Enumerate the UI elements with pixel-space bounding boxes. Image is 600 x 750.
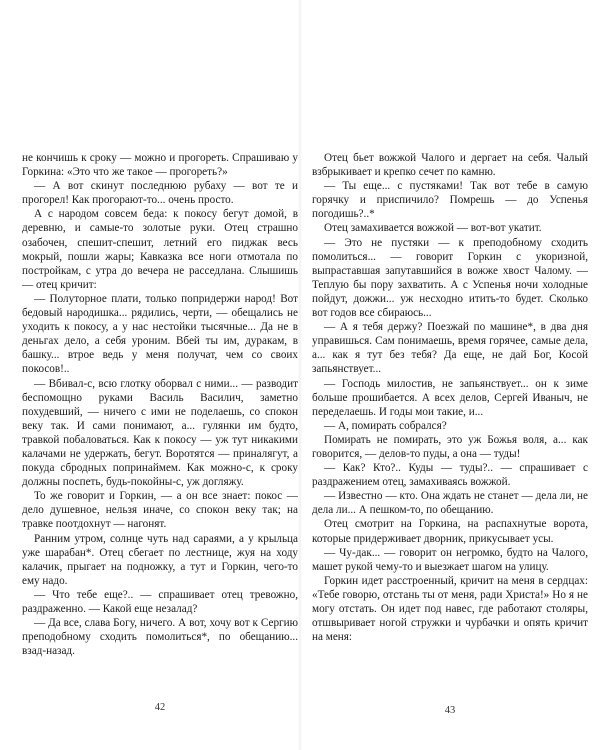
paragraph: — А, помирать собрался? [324,419,447,432]
right-page-text [312,151,588,644]
paragraph: Отец замахивается вожжой — вот-вот укатит. [324,222,542,235]
paragraph: Отец бьет вожжой Чалого и дергает на себя. Чалый взбрыкивает и крепко сечет по камню. [312,152,588,179]
left-page [22,0,298,750]
paragraph: — Да все, слава Богу, ничего. А вот, хочу вот к Сергию преподобному сходить помолиться*, по обещанию... взад-назад. [22,617,298,658]
paragraph: Ранним утром, солнце чуть над сараями, а у крыльца уже шарабан*. Отец сбегает по лестнице, жуя на ходу калачик, прыгает на подножку, а тут и Горкин, чего-то ему надо. [22,532,298,587]
paragraph: Помирать не помирать, это уж Божья воля, а... как говорится, — делов-то пуды, а она — туды! [312,433,588,460]
paragraph: — Ты еще... с пустяками! Так вот тебе в самую горячку и приспичило? Помрешь — до Успенья погодишь?..* [312,180,588,221]
page-number: 43 [444,705,456,716]
paragraph: — Что тебе еще?.. — спрашивает отец тревожно, раздраженно. — Какой еще незалад? [22,588,298,615]
book-gutter [298,0,302,750]
paragraph: — А вот скинут последнюю рубаху — вот те и прогорел! Как прогорают-то... очень просто. [22,180,298,207]
left-page-text [22,151,298,658]
paragraph: Отец смотрит на Горкина, на распахнутые ворота, которые придерживает дворник, прикусывает усы. [312,518,588,545]
paragraph: — Полуторное плати, только попридержи народ! Вот бедовый народишка... рядились, черти, — обещались не уходить к покосу, а у нас нестойки тысячные... Да не в деньгах дело, а себя уроним. Вбей ты им, дуракам, в башку... втрое ведь у меня получат, чем со своих покосов!.. [22,292,298,376]
paragraph: То же говорит и Горкин, — а он все знает: покос — дело душевное, нельзя иначе, со спокон веку так; на травке поотдохнут — нагонят. [22,490,298,531]
page-number: 42 [154,702,166,713]
paragraph: — Вбивал-с, всю глотку оборвал с ними... — разводит беспомощно руками Василь Василич, заметно похудевший, — ничего с ими не поделаешь, со спокон веку так. И сами понимают, а... гулянки им будто, травкой побаловаться. Как к покосу — уж тут никакими калачами не удержать, бегут. Воротятся — приналягут, а покуда сбродных попринаймем. Как можно-с, к сроку должны поспеть, будь-покойны-с, уж догляжу. [22,377,298,489]
paragraph: — Господь милостив, не запьянствует... он к зиме больше прошибается. А всех делов, Сергей Иваныч, не переделаешь. И годы мои такие, и... [312,377,588,418]
paragraph: — Как? Кто?.. Куды — туды?.. — спрашивает с раздражением отец, замахиваясь вожжой. [312,462,588,489]
paragraph: Горкин идет расстроенный, кричит на меня в сердцах: «Тебе говорю, отстань ты от меня, ради Христа!» Но я не могу отстать. Он идет под навес, где работают столяры, отшвыривает ногой стружки и чурбачки и опять кричит на меня: [312,574,588,644]
paragraph: — Чу-дак... — говорит он негромко, будто на Чалого, машет рукой чему-то и выезжает шагом на улицу. [312,546,588,573]
paragraph: не кончишь к сроку — можно и прогореть. Спрашиваю у Горкина: «Это что же такое — прогореть?» [22,152,298,179]
paragraph: — А я тебя держу? Поезжай по машине*, в два дня управишься. Сам понимаешь, время горячее, самые дела, а... как я тут без тебя? Да еще, не дай Бог, Косой запьянствует... [312,321,588,376]
right-page [312,0,588,750]
paragraph: А с народом совсем беда: к покосу бегут домой, в деревню, и самые-то золотые руки. Отец страшно озабочен, спешит-спешит, летний его пиджак весь мокрый, пошли жары; Кавказка все ноги отмотала по постройкам, с утра до вечера не расседлана. Слышишь — отец кричит: [22,208,298,291]
paragraph: — Известно — кто. Она ждать не станет — дела ли, не дела ли... А пешком-то, по обещанию. [312,490,588,517]
paragraph: — Это не пустяки — к преподобному сходить помолиться... — говорит Горкин с укоризной, выпраставшая запутавшийся в вожже хвост Чалому. — Теплую бы пору захватить. А с Успенья ночи холодные пойдут, дожжи... уж несходно итить-то будет. Сколько вот годов все сбираюсь... [312,236,588,320]
